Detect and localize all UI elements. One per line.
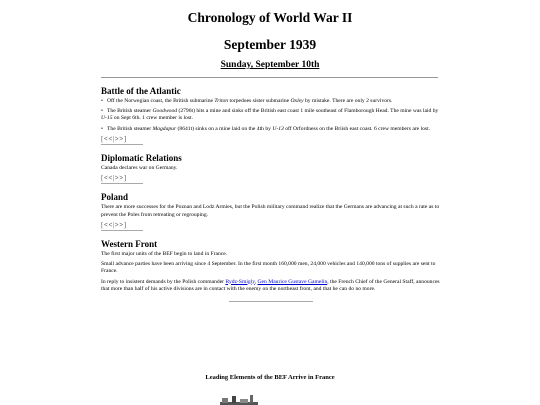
section-divider: [229, 301, 313, 302]
nav-bracket: [: [101, 134, 104, 143]
prev-link[interactable]: <<: [103, 220, 113, 229]
prev-link[interactable]: <<: [103, 174, 113, 183]
gamelin-link[interactable]: Gen Maurice Gustave Gamelin: [257, 278, 328, 285]
section-nav: [101, 222, 441, 229]
item-text: by mistake. There are only 2 survivors.: [303, 98, 393, 104]
ship-name: Magdapur: [152, 125, 177, 132]
item-text: (8641t) sinks on a mine laid on the 4th by: [176, 125, 273, 132]
bullet-icon: •: [101, 108, 103, 115]
nav-bracket: ]: [123, 220, 127, 229]
nav-divider: [101, 183, 143, 184]
item-text: on Sept 6th. 1 crew member is lost.: [112, 115, 193, 122]
section-heading-atlantic: Battle of the Atlantic: [101, 86, 181, 96]
nav-divider: [101, 144, 143, 145]
section-text: Small advance parties have been arriving since 4 September. In the first month 160,000 men, 24,000 vehicles and 140,000 tons of supplies are sent to France.: [101, 261, 436, 275]
section-atlantic: [101, 86, 441, 145]
item-text: (2796t) hits a mine and sinks off the British east coast 1 mile southeast of Flamborough Head. The mine was laid by: [177, 108, 439, 115]
sub-name: U-15: [101, 115, 113, 122]
ship-name: Oxley: [290, 98, 304, 104]
list-item: [101, 126, 441, 133]
item-text: Off the Norwegian coast, the British submarine: [107, 98, 215, 104]
nav-bracket: [: [101, 220, 104, 229]
ship-name: Goodwood: [152, 108, 178, 115]
section-heading-western-front: Western Front: [101, 239, 158, 250]
item-text: The British steamer: [107, 108, 153, 115]
section-diplomatic: [101, 153, 441, 184]
paragraph-text: ,: [254, 278, 258, 285]
ship-name: Triton: [214, 98, 229, 104]
top-divider: [101, 77, 438, 78]
list-item: [101, 108, 441, 122]
section-poland: [101, 192, 441, 231]
bullet-icon: •: [101, 98, 103, 104]
sub-name: U-13: [272, 125, 284, 132]
section-text: The first major units of the BEF begin to land in France.: [101, 251, 228, 258]
next-link[interactable]: >>: [114, 174, 124, 183]
item-text: off Orfordness on the Briish east coast. 6 crew members are lost.: [283, 125, 431, 132]
section-heading-poland: Poland: [101, 192, 129, 203]
section-text: Canada declares war on Germany.: [101, 165, 178, 172]
month-heading: September 1939: [223, 37, 317, 52]
item-text: The British steamer: [107, 125, 153, 132]
main-content: [101, 86, 441, 302]
section-text: There are more successes for the Poznan and Lodz Armies, but the Polish military command realize that the Germans are advancing at such a rate as to prevent the Poles from retreating or regrouping.: [101, 204, 440, 218]
nav-bracket: [: [101, 174, 104, 183]
page-title: Chronology of World War II: [187, 10, 353, 25]
section-nav: [101, 175, 441, 182]
nav-divider: [101, 230, 143, 231]
bef-photo: [220, 394, 258, 405]
list-item: [101, 98, 441, 105]
next-link[interactable]: >>: [114, 220, 124, 229]
nav-separator: |: [112, 220, 115, 229]
nav-bracket: ]: [123, 174, 127, 183]
paragraph-text: In reply to insistent demands by the Polish commander: [101, 278, 226, 285]
item-text: torpedoes sister submarine: [228, 98, 291, 104]
nav-separator: |: [112, 174, 115, 183]
bullet-icon: •: [101, 125, 103, 132]
section-heading-diplomatic: Diplomatic Relations: [101, 153, 182, 164]
section-text: [101, 279, 441, 293]
photo-caption: Leading Elements of the BEF Arrive in France: [205, 374, 335, 381]
nav-bracket: ]: [123, 134, 127, 143]
nav-separator: |: [112, 134, 115, 143]
rydz-smigly-link[interactable]: Rydz-Smigly: [225, 278, 255, 285]
next-link[interactable]: >>: [114, 134, 124, 143]
prev-link[interactable]: <<: [103, 134, 113, 143]
section-western-front: [101, 239, 441, 302]
paragraph-text: , the French Chief of the General Staff, announces that more than half of his active divisions are in contact with the enemy on the northeast front, and that he can do no more.: [101, 278, 440, 292]
date-heading: Sunday, September 10th: [220, 60, 320, 70]
section-nav: [101, 136, 441, 143]
